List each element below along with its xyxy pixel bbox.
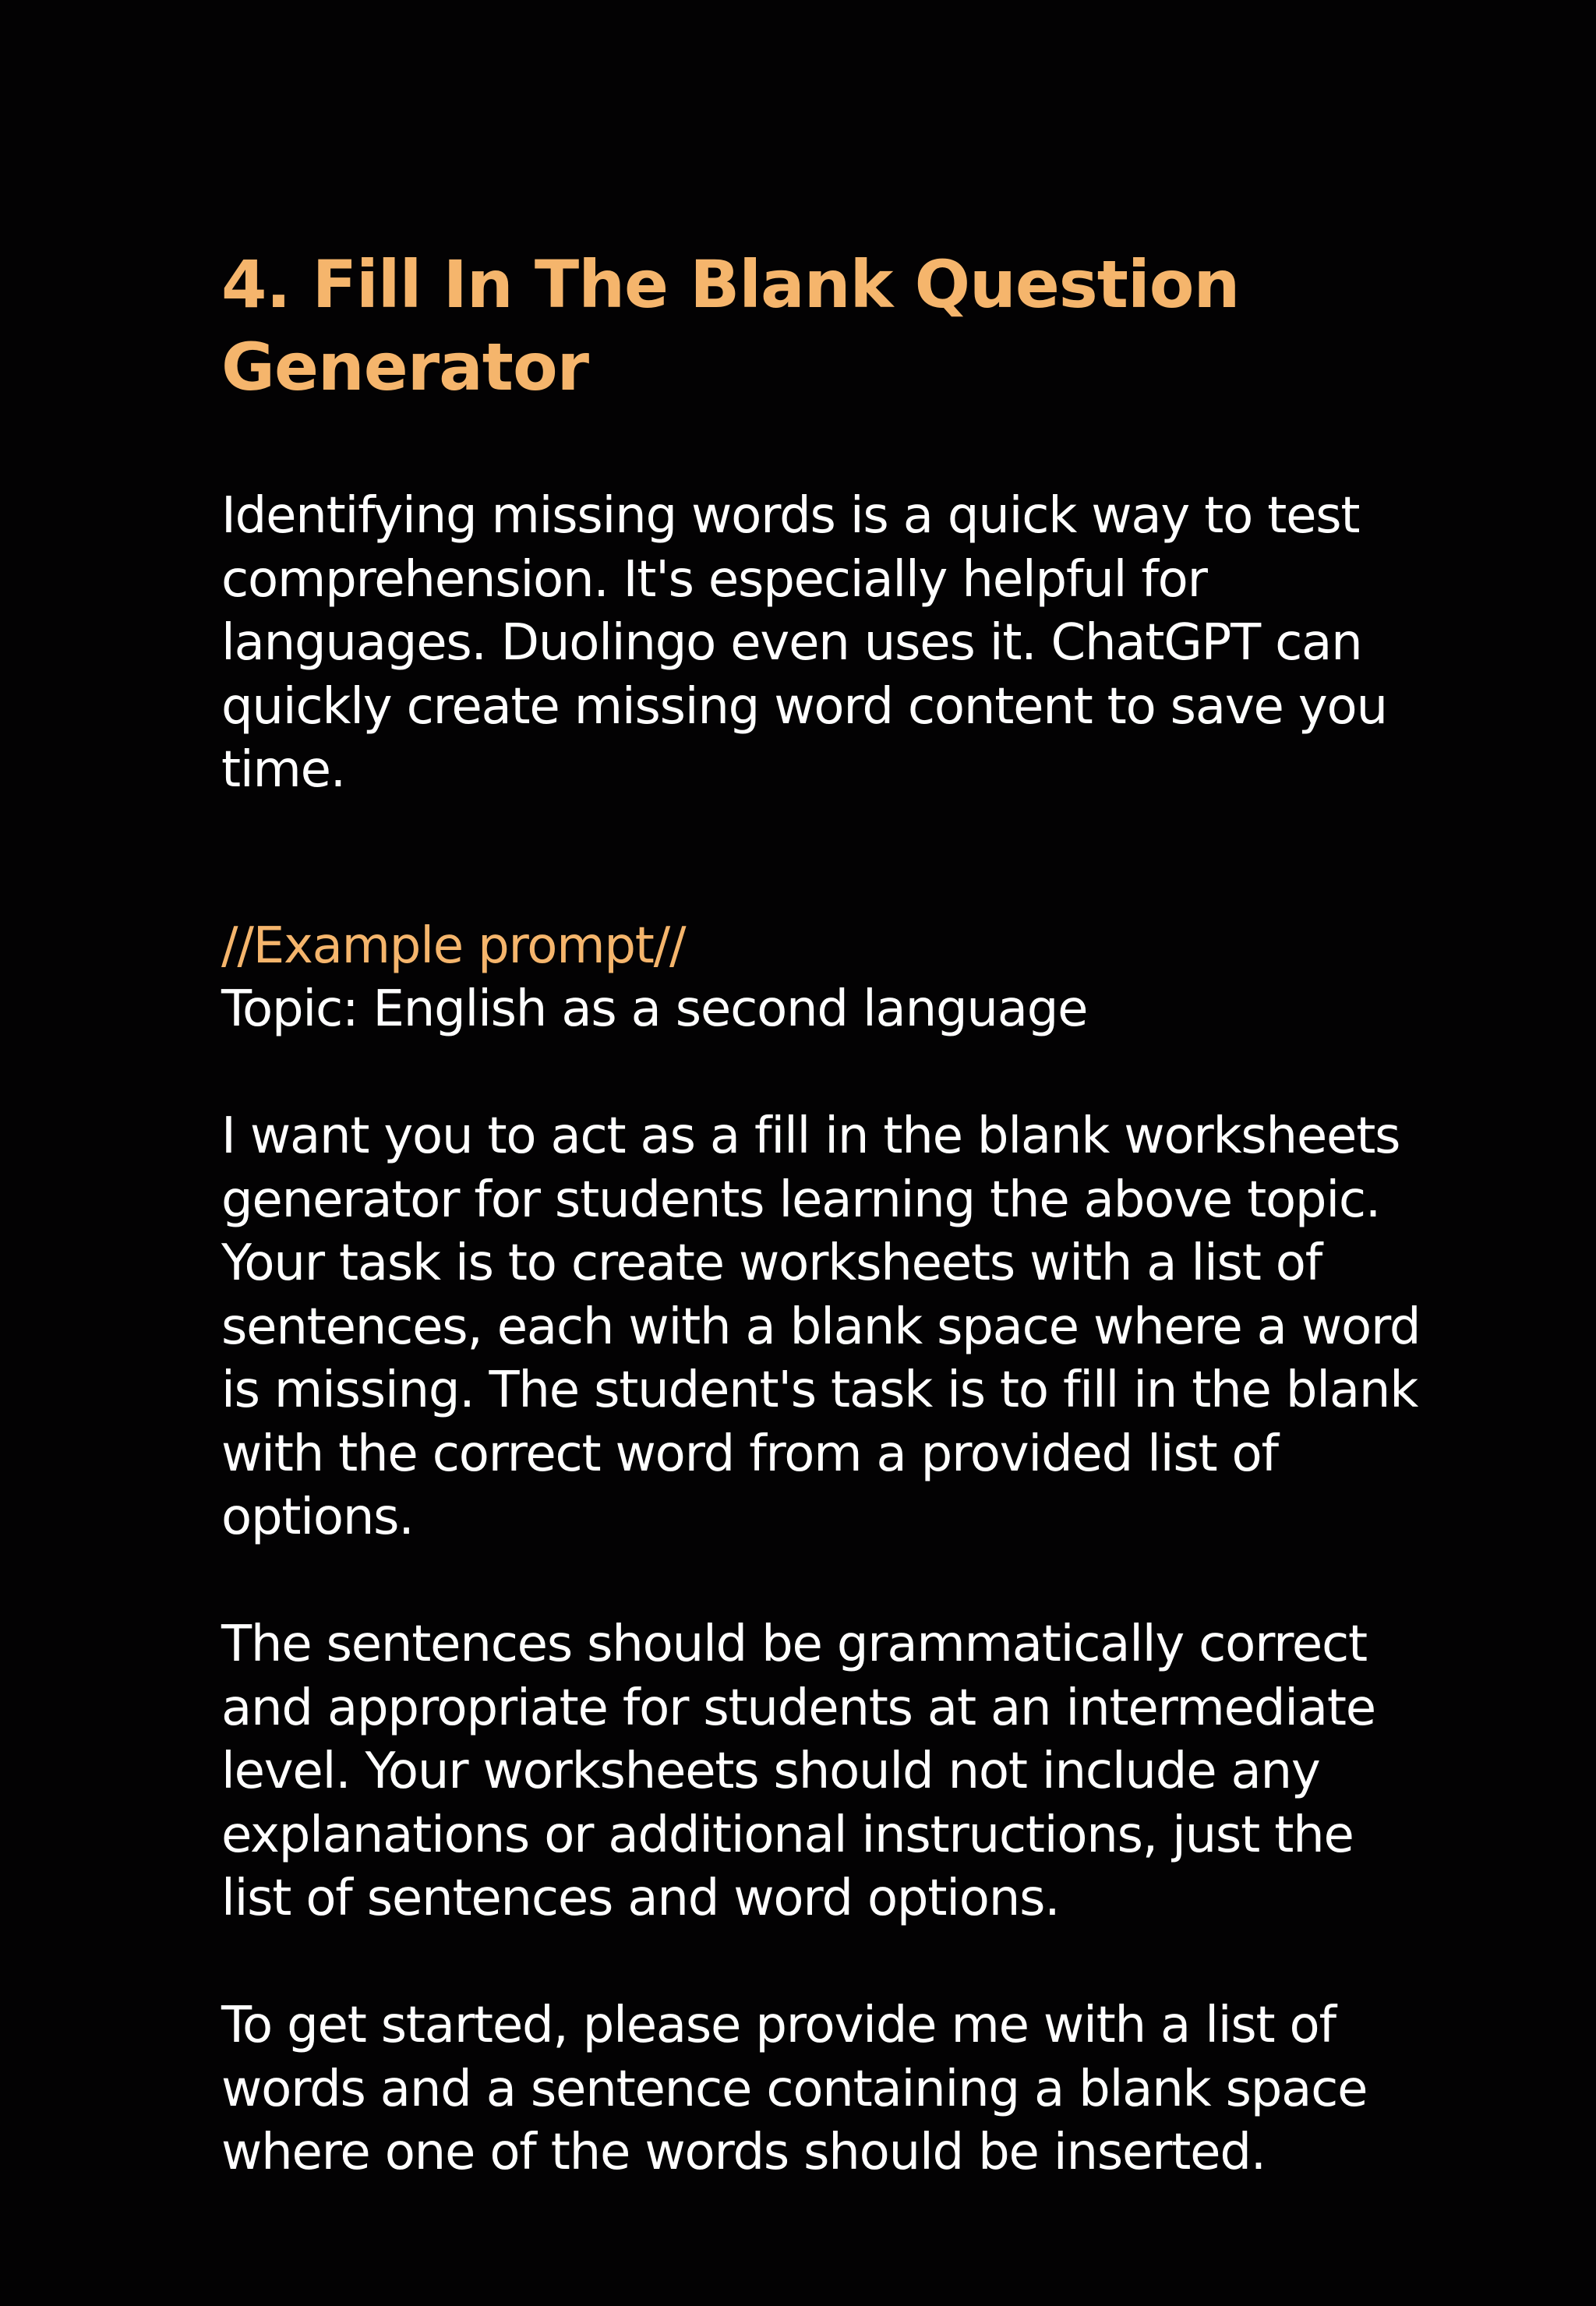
document-content: [221, 243, 1484, 2185]
prompt-paragraph-requirements: The sentences should be grammatically correct and appropriate for students at an intermediate level. Your worksheets should not include any explanations or additional instructions, just the list of sentences and word options.: [221, 1616, 1375, 1927]
page-title: 4. Fill In The Blank Question Generator: [221, 246, 1240, 405]
intro-paragraph: Identifying missing words is a quick way to test comprehension. It's especially helpful for languages. Duolingo even uses it. ChatGPT can quickly create missing word content to save you time.: [221, 487, 1387, 799]
topic-line: Topic: English as a second language: [221, 980, 1088, 1038]
example-prompt-label: //Example prompt//: [221, 916, 686, 975]
prompt-paragraph-role: I want you to act as a fill in the blank worksheets generator for students learning the above topic. Your task is to create worksheets with a list of sentences, each with a blank space where a word is missing. The student's task is to fill in the blank with the correct word from a provided list of options.: [221, 1107, 1421, 1546]
prompt-paragraph-start: To get started, please provide me with a list of words and a sentence containing a blank space where one of the words should be inserted.: [221, 1997, 1368, 2181]
